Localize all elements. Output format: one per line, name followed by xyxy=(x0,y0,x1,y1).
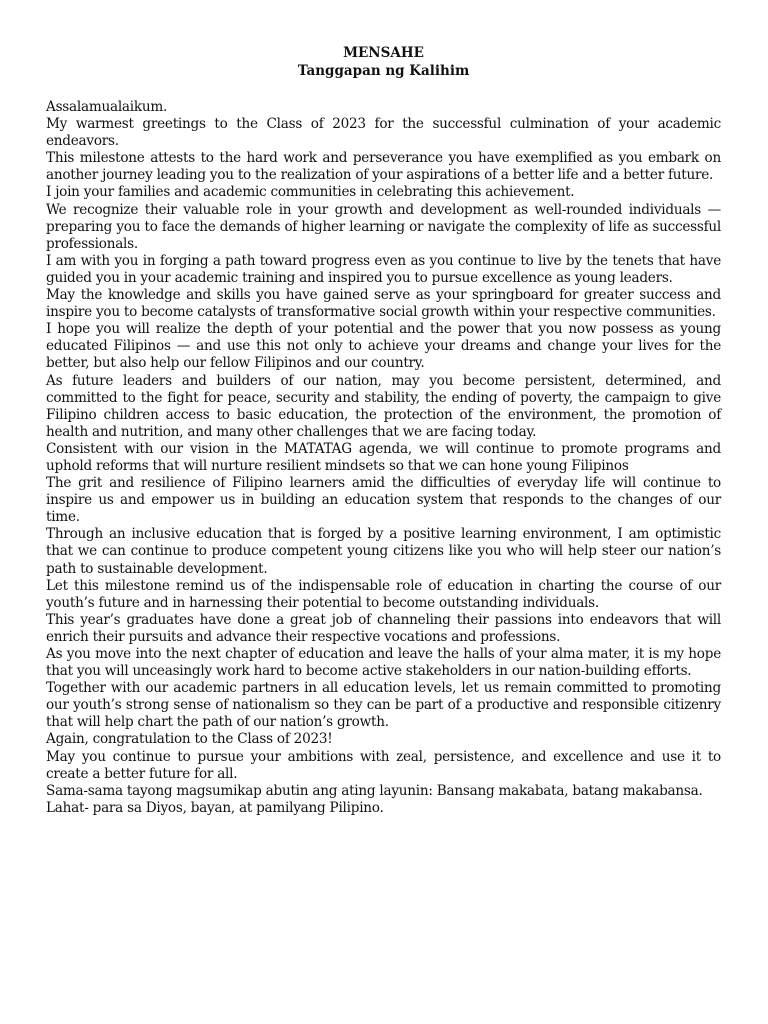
paragraph: I hope you will realize the depth of your potential and the power that you now possess as young educated Filipinos — and use this not only to achieve your dreams and change your lives for the better, but also help our fellow Filipinos and our country. xyxy=(46,321,721,372)
paragraph: Consistent with our vision in the MATATAG agenda, we will continue to promote programs and uphold reforms that will nurture resilient mindsets so that we can hone young Filipinos xyxy=(46,440,721,474)
paragraph: Let this milestone remind us of the indispensable role of education in charting the course of our youth’s future and in harnessing their potential to become outstanding individuals. xyxy=(46,577,721,611)
paragraph: I am with you in forging a path toward progress even as you continue to live by the tenets that have guided you in your academic training and inspired you to pursue excellence as young leaders. xyxy=(46,252,721,286)
paragraph: As you move into the next chapter of education and leave the halls of your alma mater, it is my hope that you will unceasingly work hard to become active stakeholders in our nation-building efforts. xyxy=(46,646,721,680)
document-page xyxy=(46,44,721,817)
paragraph: My warmest greetings to the Class of 2023 for the successful culmination of your academic endeavors. xyxy=(46,116,721,150)
paragraph: We recognize their valuable role in your growth and development as well-rounded individuals — preparing you to face the demands of higher learning or navigate the complexity of life as successful professionals. xyxy=(46,201,721,252)
paragraph-closing: Lahat- para sa Diyos, bayan, at pamilyang Pilipino. xyxy=(46,799,384,816)
paragraph: This milestone attests to the hard work and perseverance you have exemplified as you embark on another journey leading you to the realization of your aspirations of a better life and a better future. xyxy=(46,150,721,184)
paragraph: May the knowledge and skills you have gained serve as your springboard for greater success and inspire you to become catalysts of transformative social growth within your respective communities. xyxy=(46,287,721,321)
paragraph: May you continue to pursue your ambitions with zeal, persistence, and excellence and use it to create a better future for all. xyxy=(46,748,721,782)
paragraph: Through an inclusive education that is forged by a positive learning environment, I am optimistic that we can continue to produce competent young citizens like you who will help steer our nation’s path to sustainable development. xyxy=(46,526,721,577)
paragraph: This year’s graduates have done a great job of channeling their passions into endeavors that will enrich their pursuits and advance their respective vocations and professions. xyxy=(46,611,721,645)
paragraph: As future leaders and builders of our nation, may you become persistent, determined, and committed to the fight for peace, security and stability, the ending of poverty, the campaign to give Filipino children access to basic education, the protection of the environment, the promotion of health and nutrition, and many other challenges that we are facing today. xyxy=(46,372,721,440)
paragraph: Again, congratulation to the Class of 2023! xyxy=(46,731,333,748)
paragraph: I join your families and academic communities in celebrating this achievement. xyxy=(46,184,575,201)
paragraph: Sama-sama tayong magsumikap abutin ang ating layunin: Bansang makabata, batang makabansa. xyxy=(46,782,703,799)
message-body xyxy=(46,99,721,817)
paragraph-greeting: Assalamualaikum. xyxy=(46,99,168,115)
document-subtitle: Tanggapan ng Kalihim xyxy=(297,63,470,79)
document-header xyxy=(46,44,721,80)
paragraph: The grit and resilience of Filipino learners amid the difficulties of everyday life will continue to inspire us and empower us in building an education system that responds to the changes of our time. xyxy=(46,475,721,526)
paragraph: Together with our academic partners in all education levels, let us remain committed to promoting our youth’s strong sense of nationalism so they can be part of a productive and responsible citizenry that will help chart the path of our nation’s growth. xyxy=(46,680,721,731)
document-title: MENSAHE xyxy=(343,45,424,61)
